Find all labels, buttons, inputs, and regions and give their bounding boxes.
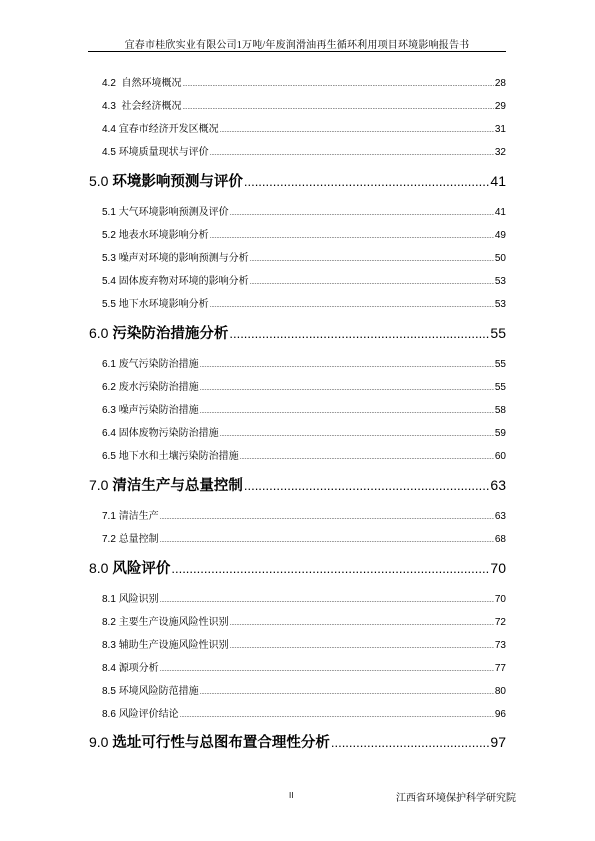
toc-entry-page: 60 [494, 451, 506, 462]
toc-entry-number: 4.2 [102, 78, 122, 89]
toc-entry-title: 污染防治措施分析 [112, 326, 229, 342]
dot-leader [229, 326, 489, 342]
toc-chapter-entry[interactable] [89, 170, 506, 190]
toc-entry-title: 总量控制 [118, 534, 159, 545]
toc-entry-number: 4.3 [102, 101, 122, 112]
footer-organization: 江西省环境保护科学研究院 [396, 793, 516, 804]
toc-entry-title: 清洁生产 [118, 511, 159, 522]
dot-leader [240, 451, 494, 462]
toc-entry-title: 主要生产设施风险性识别 [118, 617, 229, 628]
toc-entry-number: 6.2 [102, 382, 119, 393]
toc-entry-number: 5.4 [102, 276, 119, 287]
toc-entry-title: 环境质量现状与评价 [118, 147, 209, 158]
toc-entry-title: 大气环境影响预测及评价 [118, 207, 229, 218]
dot-leader [182, 101, 493, 112]
toc-section-entry[interactable] [102, 424, 506, 440]
toc-entry-page: 31 [494, 124, 506, 135]
toc-entry-page: 41 [490, 173, 506, 189]
dot-leader [250, 276, 494, 287]
toc-entry-page: 58 [494, 405, 506, 416]
header-rule [88, 51, 506, 52]
toc-entry-title: 风险识别 [118, 594, 159, 605]
toc-chapter-entry[interactable] [89, 557, 506, 577]
toc-entry-page: 53 [494, 276, 506, 287]
toc-entry-number: 6.0 [89, 325, 113, 341]
toc-entry-number: 6.4 [102, 428, 119, 439]
toc-entry-page: 97 [490, 734, 506, 750]
toc-entry-page: 73 [494, 640, 506, 651]
toc-entry-title: 清洁生产与总量控制 [112, 478, 243, 494]
dot-leader [182, 78, 493, 89]
toc-entry-title: 风险评价 [112, 561, 171, 577]
toc-entry-number: 6.1 [102, 359, 119, 370]
toc-entry-title: 源项分析 [118, 663, 159, 674]
toc-entry-title: 环境风险防范措施 [118, 686, 199, 697]
toc-entry-number: 8.0 [89, 560, 113, 576]
toc-entry-number: 5.0 [89, 173, 113, 189]
dot-leader [160, 534, 494, 545]
toc-section-entry[interactable] [102, 590, 506, 606]
toc-entry-title: 地表水环境影响分析 [118, 230, 209, 241]
toc-section-entry[interactable] [102, 97, 506, 113]
toc-section-entry[interactable] [102, 226, 506, 242]
toc-section-entry[interactable] [102, 272, 506, 288]
toc-entry-number: 7.1 [102, 511, 119, 522]
toc-entry-page: 77 [494, 663, 506, 674]
toc-section-entry[interactable] [102, 378, 506, 394]
dot-leader [230, 640, 494, 651]
toc-entry-number: 8.2 [102, 617, 119, 628]
toc-section-entry[interactable] [102, 659, 506, 675]
toc-chapter-entry[interactable] [89, 322, 506, 342]
dot-leader [180, 709, 494, 720]
toc-entry-page: 41 [494, 207, 506, 218]
dot-leader [160, 663, 494, 674]
toc-entry-page: 68 [494, 534, 506, 545]
toc-entry-page: 55 [490, 325, 506, 341]
toc-entry-page: 70 [490, 560, 506, 576]
toc-entry-number: 9.0 [89, 734, 113, 750]
toc-entry-number: 8.4 [102, 663, 119, 674]
toc-entry-page: 28 [494, 78, 506, 89]
toc-entry-page: 50 [494, 253, 506, 264]
toc-section-entry[interactable] [102, 143, 506, 159]
toc-entry-page: 55 [494, 359, 506, 370]
running-header: 宜春市桂欣实业有限公司1万吨/年废润滑油再生循环利用项目环境影响报告书 [124, 40, 470, 51]
toc-section-entry[interactable] [102, 507, 506, 523]
toc-entry-page: 63 [490, 477, 506, 493]
toc-section-entry[interactable] [102, 249, 506, 265]
toc-entry-title: 噪声污染防治措施 [118, 405, 199, 416]
toc-section-entry[interactable] [102, 74, 506, 90]
toc-chapter-entry[interactable] [89, 731, 506, 751]
toc-entry-number: 8.6 [102, 709, 119, 720]
toc-entry-number: 5.1 [102, 207, 119, 218]
dot-leader [210, 147, 494, 158]
toc-entry-page: 70 [494, 594, 506, 605]
toc-section-entry[interactable] [102, 682, 506, 698]
toc-entry-title: 固体废弃物对环境的影响分析 [118, 276, 249, 287]
toc-section-entry[interactable] [102, 447, 506, 463]
toc-entry-number: 6.5 [102, 451, 119, 462]
toc-entry-title: 风险评价结论 [118, 709, 179, 720]
toc-entry-page: 53 [494, 299, 506, 310]
toc-entry-number: 8.3 [102, 640, 119, 651]
dot-leader [244, 174, 490, 190]
toc-entry-title: 噪声对环境的影响预测与分析 [118, 253, 249, 264]
toc-entry-page: 96 [494, 709, 506, 720]
toc-entry-page: 55 [494, 382, 506, 393]
dot-leader [220, 124, 494, 135]
toc-entry-title: 地下水和土壤污染防治措施 [118, 451, 239, 462]
toc-entry-title: 宜春市经济开发区概况 [118, 124, 219, 135]
toc-entry-page: 80 [494, 686, 506, 697]
toc-chapter-entry[interactable] [89, 474, 506, 494]
toc-section-entry[interactable] [102, 705, 506, 721]
dot-leader [230, 207, 494, 218]
toc-section-entry[interactable] [102, 530, 506, 546]
toc-entry-number: 6.3 [102, 405, 119, 416]
toc-entry-page: 49 [494, 230, 506, 241]
toc-entry-page: 63 [494, 511, 506, 522]
toc-entry-number: 8.1 [102, 594, 119, 605]
dot-leader [171, 561, 489, 577]
dot-leader [200, 686, 494, 697]
toc-entry-page: 29 [494, 101, 506, 112]
toc-entry-title: 选址可行性与总图布置合理性分析 [112, 735, 330, 751]
dot-leader [230, 617, 494, 628]
toc-entry-number: 7.2 [102, 534, 119, 545]
dot-leader [244, 478, 490, 494]
dot-leader [200, 382, 494, 393]
dot-leader [331, 735, 490, 751]
toc-entry-number: 7.0 [89, 477, 113, 493]
dot-leader [250, 253, 494, 264]
dot-leader [210, 230, 494, 241]
toc-entry-title: 固体废物污染防治措施 [118, 428, 219, 439]
dot-leader [200, 359, 494, 370]
dot-leader [160, 594, 494, 605]
toc-entry-number: 5.3 [102, 253, 119, 264]
dot-leader [200, 405, 494, 416]
toc-entry-page: 72 [494, 617, 506, 628]
toc-entry-title: 环境影响预测与评价 [112, 174, 243, 190]
dot-leader [220, 428, 494, 439]
toc-entry-title: 废气污染防治措施 [118, 359, 199, 370]
toc-entry-number: 8.5 [102, 686, 119, 697]
toc-section-entry[interactable] [102, 613, 506, 629]
toc-entry-page: 59 [494, 428, 506, 439]
toc-section-entry[interactable] [102, 120, 506, 136]
toc-entry-title: 自然环境概况 [121, 78, 182, 89]
toc-section-entry[interactable] [102, 203, 506, 219]
toc-section-entry[interactable] [102, 355, 506, 371]
toc-section-entry[interactable] [102, 295, 506, 311]
toc-section-entry[interactable] [102, 636, 506, 652]
toc-entry-number: 5.2 [102, 230, 119, 241]
page-number: II [289, 791, 294, 800]
dot-leader [210, 299, 494, 310]
toc-entry-title: 地下水环境影响分析 [118, 299, 209, 310]
toc-entry-title: 辅助生产设施风险性识别 [118, 640, 229, 651]
toc-entry-title: 社会经济概况 [121, 101, 182, 112]
dot-leader [160, 511, 494, 522]
toc-section-entry[interactable] [102, 401, 506, 417]
toc-entry-page: 32 [494, 147, 506, 158]
toc-entry-number: 4.5 [102, 147, 119, 158]
toc-entry-number: 4.4 [102, 124, 119, 135]
toc-entry-title: 废水污染防治措施 [118, 382, 199, 393]
toc-entry-number: 5.5 [102, 299, 119, 310]
